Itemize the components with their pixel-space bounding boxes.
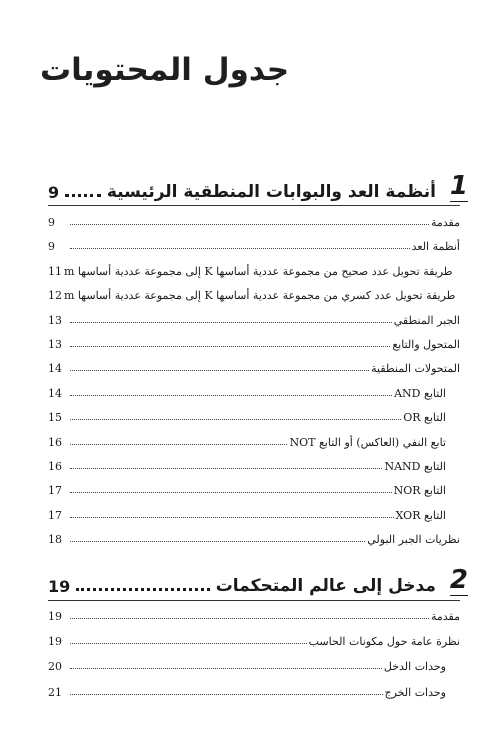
dot-leader	[70, 540, 365, 542]
entry-title: المتحول والتابع	[392, 338, 460, 351]
dot-leader	[70, 247, 410, 249]
toc-entry[interactable]	[48, 305, 460, 327]
entry-title: وحدات الخرج	[384, 685, 446, 699]
entry-title: تابع النفي (العاكس) أو التابع NOT	[289, 435, 446, 449]
entry-title: التابع OR	[403, 411, 446, 425]
entry-page-number: 15	[48, 411, 62, 425]
toc-entry[interactable]	[48, 677, 460, 699]
entry-title: نظرة عامة حول مكونات الحاسب	[308, 635, 460, 649]
entry-title: التابع AND	[394, 386, 446, 400]
entry-page-number: 13	[48, 338, 62, 351]
chapter-number: 2	[449, 565, 468, 595]
entry-page-number: 21	[48, 685, 62, 699]
entry-page-number: 13	[48, 313, 62, 327]
toc-entry[interactable]	[48, 353, 460, 375]
entry-title: التابع NAND	[384, 460, 446, 473]
toc-entry[interactable]	[48, 601, 460, 623]
entry-title: أنظمة العد	[411, 240, 460, 254]
entry-page-number: 18	[48, 533, 62, 547]
toc-entry[interactable]	[48, 231, 460, 253]
entry-page-number: 14	[48, 386, 62, 400]
dot-leader	[70, 394, 392, 396]
page-title: جدول المحتويات	[40, 52, 290, 88]
chapter-title: أنظمة العد والبوابات المنطقية الرئيسية	[106, 182, 436, 202]
toc-entry[interactable]	[48, 329, 460, 351]
entry-page-number: 19	[48, 635, 62, 649]
entry-title: نظريات الجبر البولي	[367, 533, 460, 547]
dot-leader	[76, 587, 209, 591]
dot-leader	[70, 443, 287, 445]
toc-entry[interactable]	[48, 524, 460, 546]
entry-page-number: 9	[48, 216, 55, 229]
toc-entry[interactable]	[48, 378, 460, 400]
entry-title: وحدات الدخل	[383, 660, 446, 674]
dot-leader	[70, 369, 369, 371]
dot-leader	[70, 345, 390, 347]
chapter-number: 1	[449, 171, 468, 201]
entry-page-number: 12	[48, 289, 62, 303]
chapter-divider	[48, 205, 460, 206]
entry-title: التابع XOR	[395, 508, 446, 522]
toc-entry[interactable]	[48, 207, 460, 229]
entry-title: المتحولات المنطقية	[371, 362, 460, 376]
toc-entry[interactable]	[48, 280, 460, 302]
dot-leader	[70, 223, 429, 225]
toc-entry[interactable]	[48, 427, 460, 449]
dot-leader	[70, 491, 392, 493]
entry-page-number: 17	[48, 484, 62, 498]
entry-title: طريقة تحويل عدد صحيح من مجموعة عددية أساسها K إلى مجموعة عددية أساسها m	[64, 264, 453, 278]
toc-entry[interactable]	[48, 451, 460, 473]
entry-page-number: 16	[48, 435, 62, 449]
entry-page-number: 20	[48, 660, 62, 674]
entry-title: الجبر المنطقي	[393, 313, 460, 327]
toc-entry[interactable]	[48, 500, 460, 522]
dot-leader	[70, 467, 382, 469]
dot-leader	[70, 418, 401, 420]
dot-leader	[70, 617, 429, 619]
entry-page-number: 14	[48, 362, 62, 376]
chapter-1-heading[interactable]	[48, 172, 468, 202]
entry-page-number: 17	[48, 508, 62, 522]
toc-entry[interactable]	[48, 475, 460, 497]
toc-entry[interactable]	[48, 256, 460, 278]
entry-page-number: 9	[48, 240, 55, 254]
toc-entry[interactable]	[48, 626, 460, 648]
dot-leader	[70, 516, 394, 518]
dot-leader	[70, 693, 383, 695]
dot-leader	[70, 642, 307, 644]
entry-page-number: 16	[48, 460, 62, 473]
entry-title: مقدمة	[430, 216, 460, 229]
chapter-page-number: 9	[48, 183, 60, 202]
entry-title: التابع NOR	[393, 484, 446, 498]
toc-entry[interactable]	[48, 651, 460, 673]
entry-page-number: 11	[48, 264, 62, 278]
dot-leader	[70, 321, 392, 323]
entry-title: مقدمة	[430, 610, 460, 623]
chapter-title: مدخل إلى عالم المتحكمات	[215, 576, 436, 596]
toc-entry[interactable]	[48, 402, 460, 424]
dot-leader	[70, 667, 382, 669]
entry-page-number: 19	[48, 610, 62, 623]
chapter-page-number: 19	[48, 577, 71, 596]
entry-title: طريقة تحويل عدد كسري من مجموعة عددية أساسها K إلى مجموعة عددية أساسها m	[64, 289, 456, 303]
chapter-2-heading[interactable]	[48, 566, 468, 596]
dot-leader	[65, 193, 101, 197]
